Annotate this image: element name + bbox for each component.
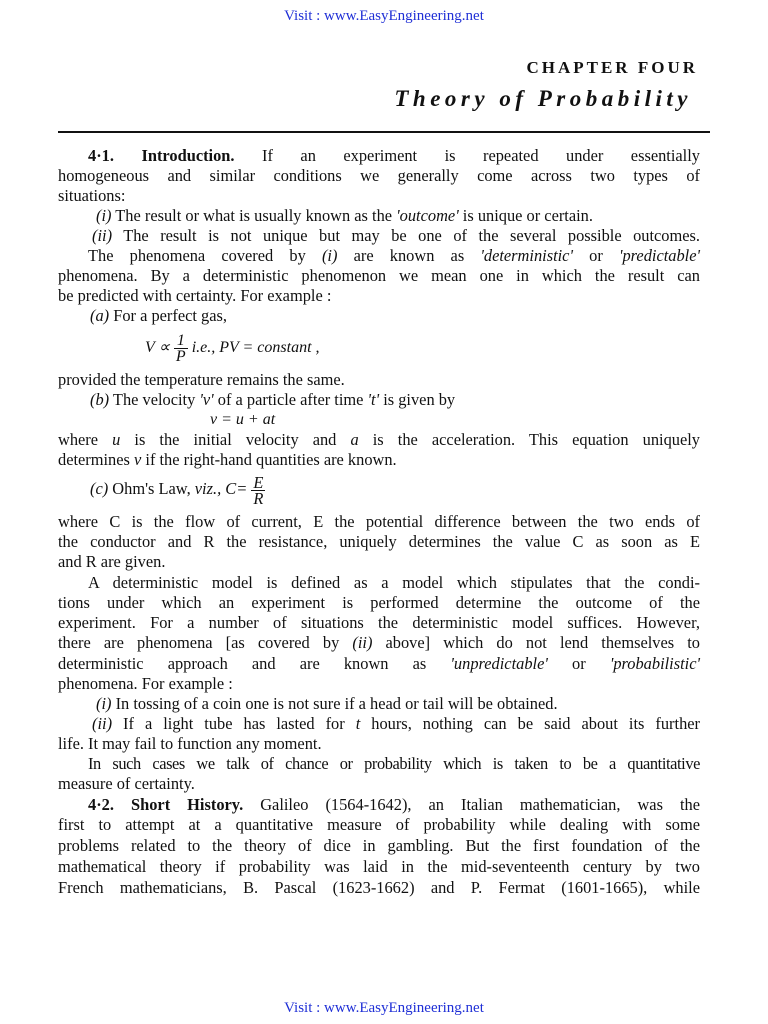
text: The velocity (109, 390, 200, 409)
term: 'unpredictable' (450, 654, 548, 673)
term: 'probabilistic' (609, 654, 700, 673)
paragraph-line (58, 246, 700, 266)
var: a (350, 430, 359, 449)
section-heading: Short History. (131, 795, 244, 814)
numerator: 1 (174, 333, 188, 349)
fraction (174, 333, 188, 364)
uncertain-1 (58, 694, 700, 714)
paragraph-line (58, 654, 700, 674)
section-number: 4·2. (88, 795, 114, 814)
paragraph-line: A deterministic model is defined as a model which stipulates that the condi- (88, 573, 700, 592)
term: 'outcome' (396, 206, 459, 225)
ref: (i) (321, 246, 338, 265)
text: there are phenomena [as covered by (58, 633, 353, 652)
section-4-1-line-1 (58, 146, 700, 166)
chapter-title: Theory of Probability (394, 86, 692, 111)
eq-left: V ∝ (145, 339, 174, 356)
chapter-label: CHAPTER FOUR (526, 58, 698, 77)
text: hours, nothing can be said about its further (360, 714, 700, 733)
title-rule (58, 131, 710, 133)
label: (b) (90, 390, 110, 409)
paragraph-line: problems related to the theory of dice in gambling. But the first foundation of the (58, 836, 700, 855)
example-a (90, 306, 390, 326)
text: The phenomena covered by (88, 246, 322, 265)
example-b (90, 390, 590, 410)
paragraph-line: provided the temperature remains the same. (58, 370, 345, 389)
eq-right: i.e., PV = constant , (187, 339, 320, 356)
paragraph-line (58, 633, 700, 653)
paragraph-line: where C is the flow of current, E the potential difference between the two ends of (58, 512, 700, 531)
paragraph-line: French mathematicians, B. Pascal (1623-1662) and P. Fermat (1601-1665), while (58, 878, 700, 897)
var: t (355, 714, 361, 733)
text: Galileo (1564-1642), an Italian mathematician, was the (243, 795, 701, 814)
paragraph-line: phenomena. By a deterministic phenomenon we mean one in which the result can (58, 266, 700, 285)
section-4-2-line-1 (58, 795, 700, 815)
text: The result or what is usually known as the (111, 206, 397, 225)
paragraph-line: the conductor and R the resistance, uniquely determines the value C as soon as E (58, 532, 700, 551)
text: deterministic approach and are known as (58, 654, 451, 673)
var: u (112, 430, 121, 449)
text: determines (58, 450, 135, 469)
var: 'v' (199, 390, 214, 409)
paragraph-line: mathematical theory if probability was laid in the mid-seventeenth century by two (58, 857, 700, 876)
paragraph-line: measure of certainty. (58, 774, 195, 793)
text: If an experiment is repeated under essentially (234, 146, 700, 165)
paragraph-line: be predicted with certainty. For example : (58, 286, 332, 305)
footer-link[interactable]: Visit : www.EasyEngineering.net (284, 1000, 484, 1016)
text: where (58, 430, 113, 449)
label: (a) (90, 306, 110, 325)
paragraph-line: situations: (58, 186, 126, 205)
section-number: 4·1. (88, 146, 114, 165)
text: above] which do not lend themselves to (372, 633, 700, 652)
section-heading: Introduction. (141, 146, 235, 165)
paragraph-line: tions under which an experiment is performed determine the outcome of the (58, 593, 700, 612)
paragraph-line: homogeneous and similar conditions we generally come across two types of (58, 166, 700, 185)
text: if the right-hand quantities are known. (141, 450, 397, 469)
fraction (251, 472, 265, 508)
text: For a perfect gas, (109, 306, 227, 325)
text: of a particle after time (213, 390, 368, 409)
example-c (90, 470, 490, 508)
denominator: R (253, 488, 264, 508)
case-number: (ii) (92, 714, 113, 733)
ref: (ii) (352, 633, 373, 652)
equation-gas-law (145, 330, 545, 366)
text: is unique or certain. (458, 206, 593, 225)
paragraph-line: life. It may fail to function any moment. (58, 734, 322, 753)
paragraph-line: In such cases we talk of chance or probability which is taken to be a quantitative (88, 754, 700, 773)
case-number: (ii) (92, 226, 113, 245)
text: viz., (194, 479, 222, 498)
text: is the acceleration. This equation uniquely (358, 430, 700, 449)
paragraph-line: experiment. For a number of situations the deterministic model suffices. However, (58, 613, 700, 632)
case-number: (i) (96, 206, 112, 225)
term: 'deterministic' (480, 246, 573, 265)
paragraph-line (58, 450, 700, 470)
eq-left: C= (221, 479, 252, 498)
var: v (134, 450, 142, 469)
paragraph-line: phenomena. For example : (58, 674, 233, 693)
text: Ohm's Law, (108, 479, 195, 498)
text: In tossing of a coin one is not sure if a head or tail will be obtained. (111, 694, 558, 713)
header-link[interactable]: Visit : www.EasyEngineering.net (284, 8, 484, 24)
denominator: P (175, 347, 186, 365)
paragraph-line: and R are given. (58, 552, 166, 571)
label: (c) (90, 479, 109, 498)
text: The result is not unique but may be one of the several possible outcomes. (112, 226, 700, 245)
case-1 (58, 206, 700, 226)
term: 'predictable' (618, 246, 701, 265)
paragraph-line (58, 430, 700, 450)
case-number: (i) (96, 694, 112, 713)
text: If a light tube has lasted for (112, 714, 356, 733)
text: or (572, 246, 619, 265)
paragraph-line: first to attempt at a quantitative measure of probability while dealing with some (58, 815, 700, 834)
text: are known as (337, 246, 481, 265)
case-2 (58, 226, 700, 246)
text: or (547, 654, 610, 673)
equation-velocity: v = u + at (210, 411, 276, 428)
text: is the initial velocity and (120, 430, 351, 449)
numerator: E (253, 472, 264, 492)
text: is given by (379, 390, 456, 409)
uncertain-2 (58, 714, 700, 734)
var: 't' (367, 390, 380, 409)
